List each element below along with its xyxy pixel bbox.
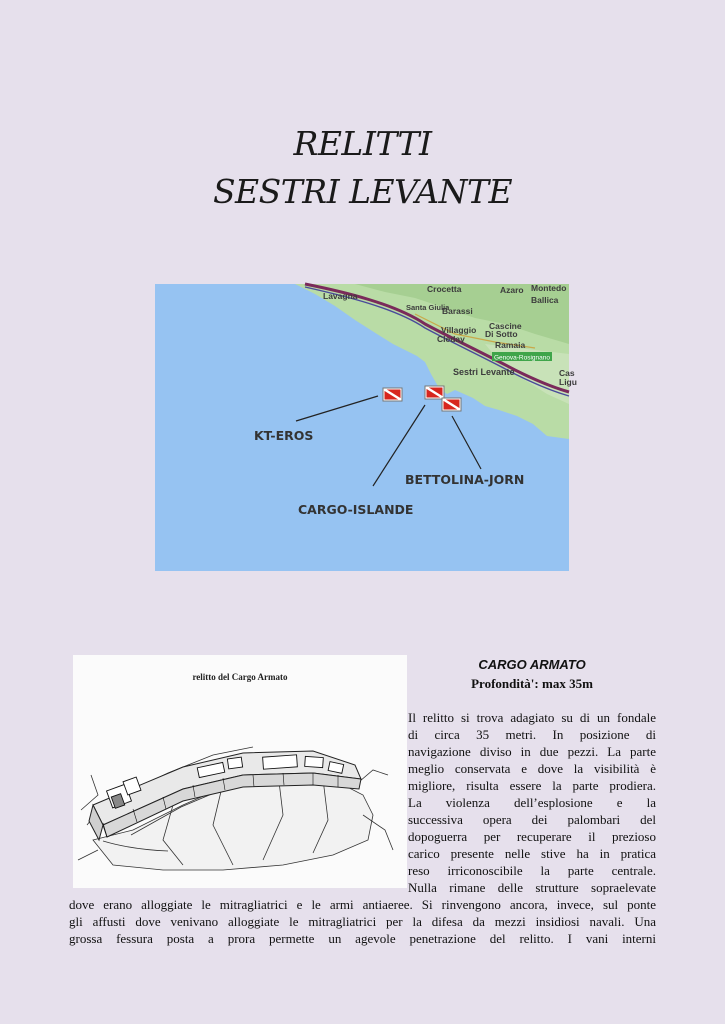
page-title-line-1: RELITTI	[293, 124, 432, 163]
article-heading: CARGO ARMATO	[478, 657, 586, 672]
article-line: Il relitto si trova adagiato su di un fondale	[408, 710, 656, 725]
dive-flag-bettolina	[442, 398, 461, 411]
map-town: Cleday	[437, 334, 465, 344]
map-town: Barassi	[442, 306, 473, 316]
map-town-genova-rosignano: Genova-Rosignano	[494, 354, 551, 362]
article-line: reso irriconoscibile la parte centrale.	[408, 863, 656, 878]
map-town-sestri-levante: Sestri Levante	[453, 367, 515, 377]
wreck-location-map	[155, 283, 577, 571]
map-town: Lavagna	[323, 291, 358, 301]
article-line: grossa fessura posta a prora permette un agevole penetrazione del relitto. I vani interni	[69, 931, 656, 946]
article-line: dove erano alloggiate le mitragliatrici e le armi antiaeree. Si rinvengono ancora, invece, sul ponte	[69, 897, 656, 912]
map-town: Cas	[559, 368, 575, 378]
map-town: Villaggio	[441, 325, 477, 335]
article-line: meglio conservata e dove la visibilità è	[408, 761, 656, 776]
wreck-sketch	[73, 655, 407, 888]
map-town: Ligu	[559, 377, 577, 387]
map-town: Ballica	[531, 295, 559, 305]
map-town: Crocetta	[427, 284, 462, 294]
dive-flag-kt-eros	[383, 388, 402, 401]
map-town: Azaro	[500, 285, 524, 295]
map-town: Cascine	[489, 321, 522, 331]
article-line: carico presente nelle stive ha in pratica	[408, 846, 656, 861]
map-label-kt-eros: KT-EROS	[254, 428, 314, 443]
map-town: Ramaia	[495, 340, 526, 350]
sketch-caption: relitto del Cargo Armato	[192, 672, 288, 682]
article-line: migliore, risulta essere la parte prodiera.	[408, 778, 656, 793]
article-depth: Profondità': max 35m	[471, 676, 593, 691]
article-line: La violenza dell’esplosione e la	[408, 795, 656, 810]
map-town: Montedo	[531, 283, 567, 293]
article-line: navigazione diviso in due pezzi. La parte	[408, 744, 656, 759]
dive-flag-cargo-islande	[425, 386, 444, 399]
map-town: Santa Giulia	[406, 303, 450, 312]
wreck-sketch-drawing	[73, 655, 407, 888]
map-label-cargo-islande: CARGO-ISLANDE	[298, 502, 414, 517]
page-title-line-2: SESTRI LEVANTE	[212, 172, 513, 211]
article-line: successiva opera dei palombari del	[408, 812, 656, 827]
article-line: gli affusti dove venivano alloggiate le mitragliatrici per la difesa da mezzi insidiosi navali. Una	[69, 914, 656, 929]
map-label-bettolina: BETTOLINA-JORN	[405, 472, 525, 487]
map-town: Di Sotto	[485, 329, 518, 339]
article-line: di circa 35 metri. In posizione di	[408, 727, 656, 742]
article-line: Nulla rimane delle strutture sopraelevate	[408, 880, 656, 895]
article-line: dopoguerra per recuperare il prezioso	[408, 829, 656, 844]
